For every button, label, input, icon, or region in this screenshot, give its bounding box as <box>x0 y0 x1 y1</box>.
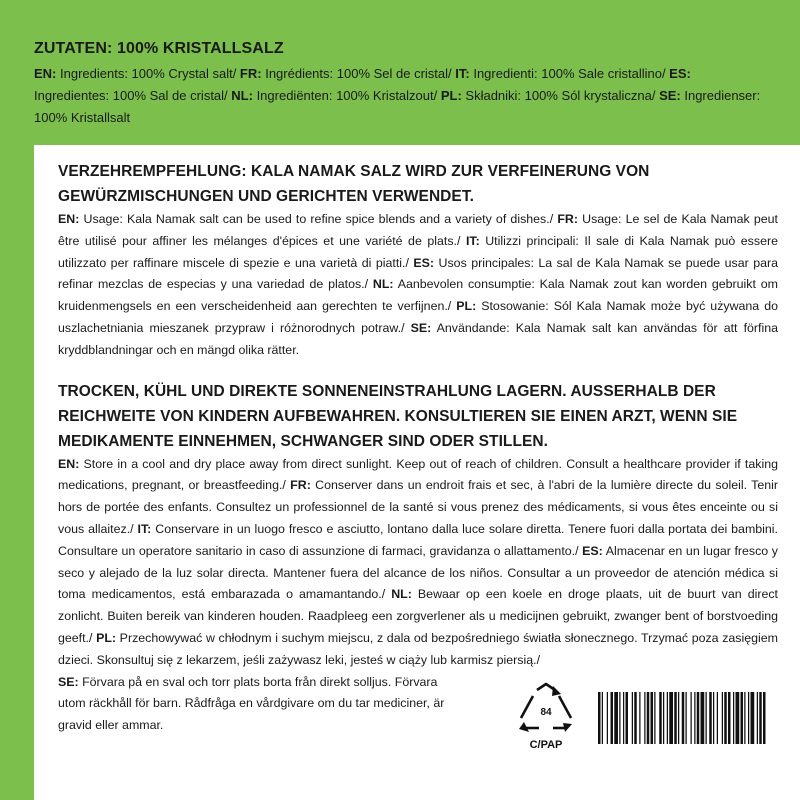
lang-code: SE: <box>410 320 432 335</box>
usage-text: Usage: Kala Namak salt can be used to refine spice blends and a variety of dishes./ <box>79 212 558 226</box>
lang-code: IT: <box>455 66 470 81</box>
lang-code: FR: <box>557 212 578 226</box>
label-panel <box>34 145 800 800</box>
storage-text: Conservare in un luogo fresco e asciutto, lontano dalla luce solare diretta. Tenere fuori dalla portata dei bambini. Consultare un operatore sanitario in caso di assunzione di farmaci, gravidanza o allattamento./ <box>58 521 779 558</box>
lang-code: ES: <box>582 543 603 558</box>
barcode-bar <box>644 692 645 744</box>
lang-code: NL: <box>391 587 412 602</box>
lang-code: ES: <box>413 255 435 270</box>
lang-code: SE: <box>58 674 79 689</box>
ingredients-text: Ingredienser: 100% Kristallsalt <box>34 88 761 125</box>
barcode-bar <box>757 692 758 744</box>
barcode-bar <box>602 692 603 744</box>
barcode-bar <box>674 692 677 744</box>
storage-translations <box>58 454 778 672</box>
barcode-bar <box>678 692 679 744</box>
barcode-bar <box>691 692 692 744</box>
storage-heading: TROCKEN, KÜHL UND DIREKTE SONNENEINSTRAHLUNG LAGERN. AUSSERHALB DER REICHWEITE VON KINDERN AUFBEWAHREN. KONSULTIEREN SIE EINEN ARZT, WENN SIE MEDIKAMENTE EINNEHMEN, SCHWANGER SIND ODER STILLEN. <box>58 382 738 450</box>
storage-text: Conserver dans un endroit frais et sec, à l'abri de la lumière directe du soleil. Tenir hors de portée des enfants. Consultez un professionnel de la santé si vous prenez des médicaments, si vous êtes enceinte ou si vous allaitez./ <box>58 478 778 536</box>
barcode-bar <box>634 692 637 744</box>
ingredients-text: Ingredientes: 100% Sal de cristal/ <box>34 88 232 103</box>
usage-text: Användande: Kala Namak salt kan användas för att förfina kryddblandningar och en mängd olika rätter. <box>58 320 779 357</box>
barcode-bar <box>709 692 712 744</box>
usage-heading: VERZEHREMPFEHLUNG: KALA NAMAK SALZ WIRD ZUR VERFEINERUNG VON GEWÜRZMISCHUNGEN UND GERICHTEN VERWENDET. <box>58 163 650 205</box>
barcode-icon <box>598 692 800 744</box>
barcode-bar <box>706 692 707 744</box>
storage-text: Store in a cool and dry place away from direct sunlight. Keep out of reach of children. Consult a healthcare provider if taking medications, pregnant, or breastfeeding./ <box>58 456 778 493</box>
recycle-triangle-icon <box>513 680 579 758</box>
barcode-bar <box>724 692 727 744</box>
lang-code: EN: <box>58 212 80 226</box>
barcode-bar <box>713 692 714 744</box>
barcode-bar <box>598 692 601 744</box>
barcode-bar <box>626 692 629 744</box>
barcode-bar <box>619 692 620 744</box>
ingredients-text: Ingredienti: 100% Sale cristallino/ <box>469 66 670 81</box>
barcode-bar <box>733 692 734 744</box>
lang-code: FR: <box>290 478 311 493</box>
storage-text: Bewaar op een koele en droge plaats, uit de buurt van direct zonlicht. Buiten bereik van kinderen houden. Raadpleeg een zorgverlener als u medicijnen gebruikt, zwanger bent of borstvoeding geeft./ <box>58 587 778 645</box>
ingredients-text: Składniki: 100% Sól krystaliczna/ <box>461 88 660 103</box>
barcode-bar <box>686 692 687 744</box>
storage-section <box>58 379 778 762</box>
barcode-bar <box>663 692 664 744</box>
barcode-bar <box>717 692 718 744</box>
ingredients-text: Ingrédients: 100% Sel de cristal/ <box>261 66 456 81</box>
usage-section <box>58 159 778 362</box>
storage-text: Przechowywać w chłodnym i suchym miejscu, z dala od bezpośredniego światła słonecznego. Trzymać poza zasięgiem dzieci. Skonsultuj się z lekarzem, jeśli zażywasz leki, jesteś w ciąży lub karmisz piersią./ <box>58 630 778 667</box>
lang-code: EN: <box>58 456 80 471</box>
barcode-bar <box>759 692 762 744</box>
recycle-code: 84 <box>540 706 552 718</box>
usage-text: Stosowanie: Sól Kala Namak może być używana do uszlachetniania mieszanek przypraw i różnorodnych potraw./ <box>58 299 778 335</box>
usage-text: Aanbevolen consumptie: Kala Namak zout kan worden gebruikt om kruidenmengsels en een verscheidenheid aan gerechten te verfijnen./ <box>58 277 778 314</box>
ingredients-heading: ZUTATEN: 100% KRISTALLSALZ <box>34 40 284 57</box>
barcode-bar <box>667 692 668 744</box>
lang-code: IT: <box>465 233 480 248</box>
usage-text: Utilizzi principali: Il sale di Kala Namak può essere utilizzato per raffinare miscele di spezie e una varietà di piatti./ <box>58 233 778 270</box>
lang-code: FR: <box>239 66 262 81</box>
barcode-bar <box>751 692 755 744</box>
barcode-bar <box>611 692 614 744</box>
barcode-bar <box>701 692 705 744</box>
storage-tail <box>58 672 468 737</box>
ingredients-text: Ingredients: 100% Crystal salt/ <box>56 66 240 81</box>
usage-translations <box>58 209 778 362</box>
barcode-bar <box>697 692 700 744</box>
usage-text: Usage: Le sel de Kala Namak peut être utilisé pour affiner les mélanges d'épices et une variété de plats./ <box>58 212 778 248</box>
recycle-material: C/PAP <box>529 738 563 751</box>
ingredients-text: Ingrediënten: 100% Kristalzout/ <box>252 88 441 103</box>
ingredients-translations <box>34 63 766 129</box>
barcode-bar <box>607 692 608 744</box>
lang-code: ES: <box>669 66 691 81</box>
lang-code: PL: <box>456 299 477 314</box>
lang-code: SE: <box>659 88 681 103</box>
barcode-bar <box>736 692 740 744</box>
lang-code: PL: <box>96 630 117 645</box>
barcode-bar <box>694 692 695 744</box>
barcode-bar <box>744 692 745 744</box>
barcode-bar <box>669 692 673 744</box>
usage-text: Usos principales: La sal de Kala Namak se puede usar para refinar mezclas de especias y una variedad de platos./ <box>58 255 778 292</box>
lang-code: NL: <box>231 88 253 103</box>
barcode-bar <box>748 692 749 744</box>
lang-code: PL: <box>440 88 462 103</box>
barcode-bar <box>623 692 624 744</box>
barcode-bar <box>647 692 650 744</box>
barcode-bar <box>763 692 766 744</box>
barcode-bar <box>651 692 654 744</box>
barcode-bar <box>639 692 640 744</box>
lang-code: EN: <box>34 66 57 81</box>
barcode-bar <box>632 692 633 744</box>
ingredients-band <box>0 0 800 145</box>
storage-text: Förvara på en sval och torr plats borta från direkt solljus. Förvara utom räckhåll för barn. Rådfråga en vårdgivare om du tar mediciner, är gravid eller ammar. <box>58 674 445 733</box>
barcode-bar <box>682 692 685 744</box>
barcode-bar <box>741 692 744 744</box>
barcode-bar <box>722 692 723 744</box>
storage-text: Almacenar en un lugar fresco y seco y alejado de la luz solar directa. Mantener fuera del alcance de los niños. Consultar a un proveedor de atención médica si toma medicamentos, está embarazada o amamantando./ <box>58 543 778 602</box>
lang-code: IT: <box>137 521 152 536</box>
barcode-bar <box>614 692 618 744</box>
barcode-bar <box>654 692 655 744</box>
barcode-bar <box>728 692 731 744</box>
lang-code: NL: <box>372 277 394 292</box>
barcode-bar <box>659 692 662 744</box>
bottom-row <box>58 672 778 762</box>
